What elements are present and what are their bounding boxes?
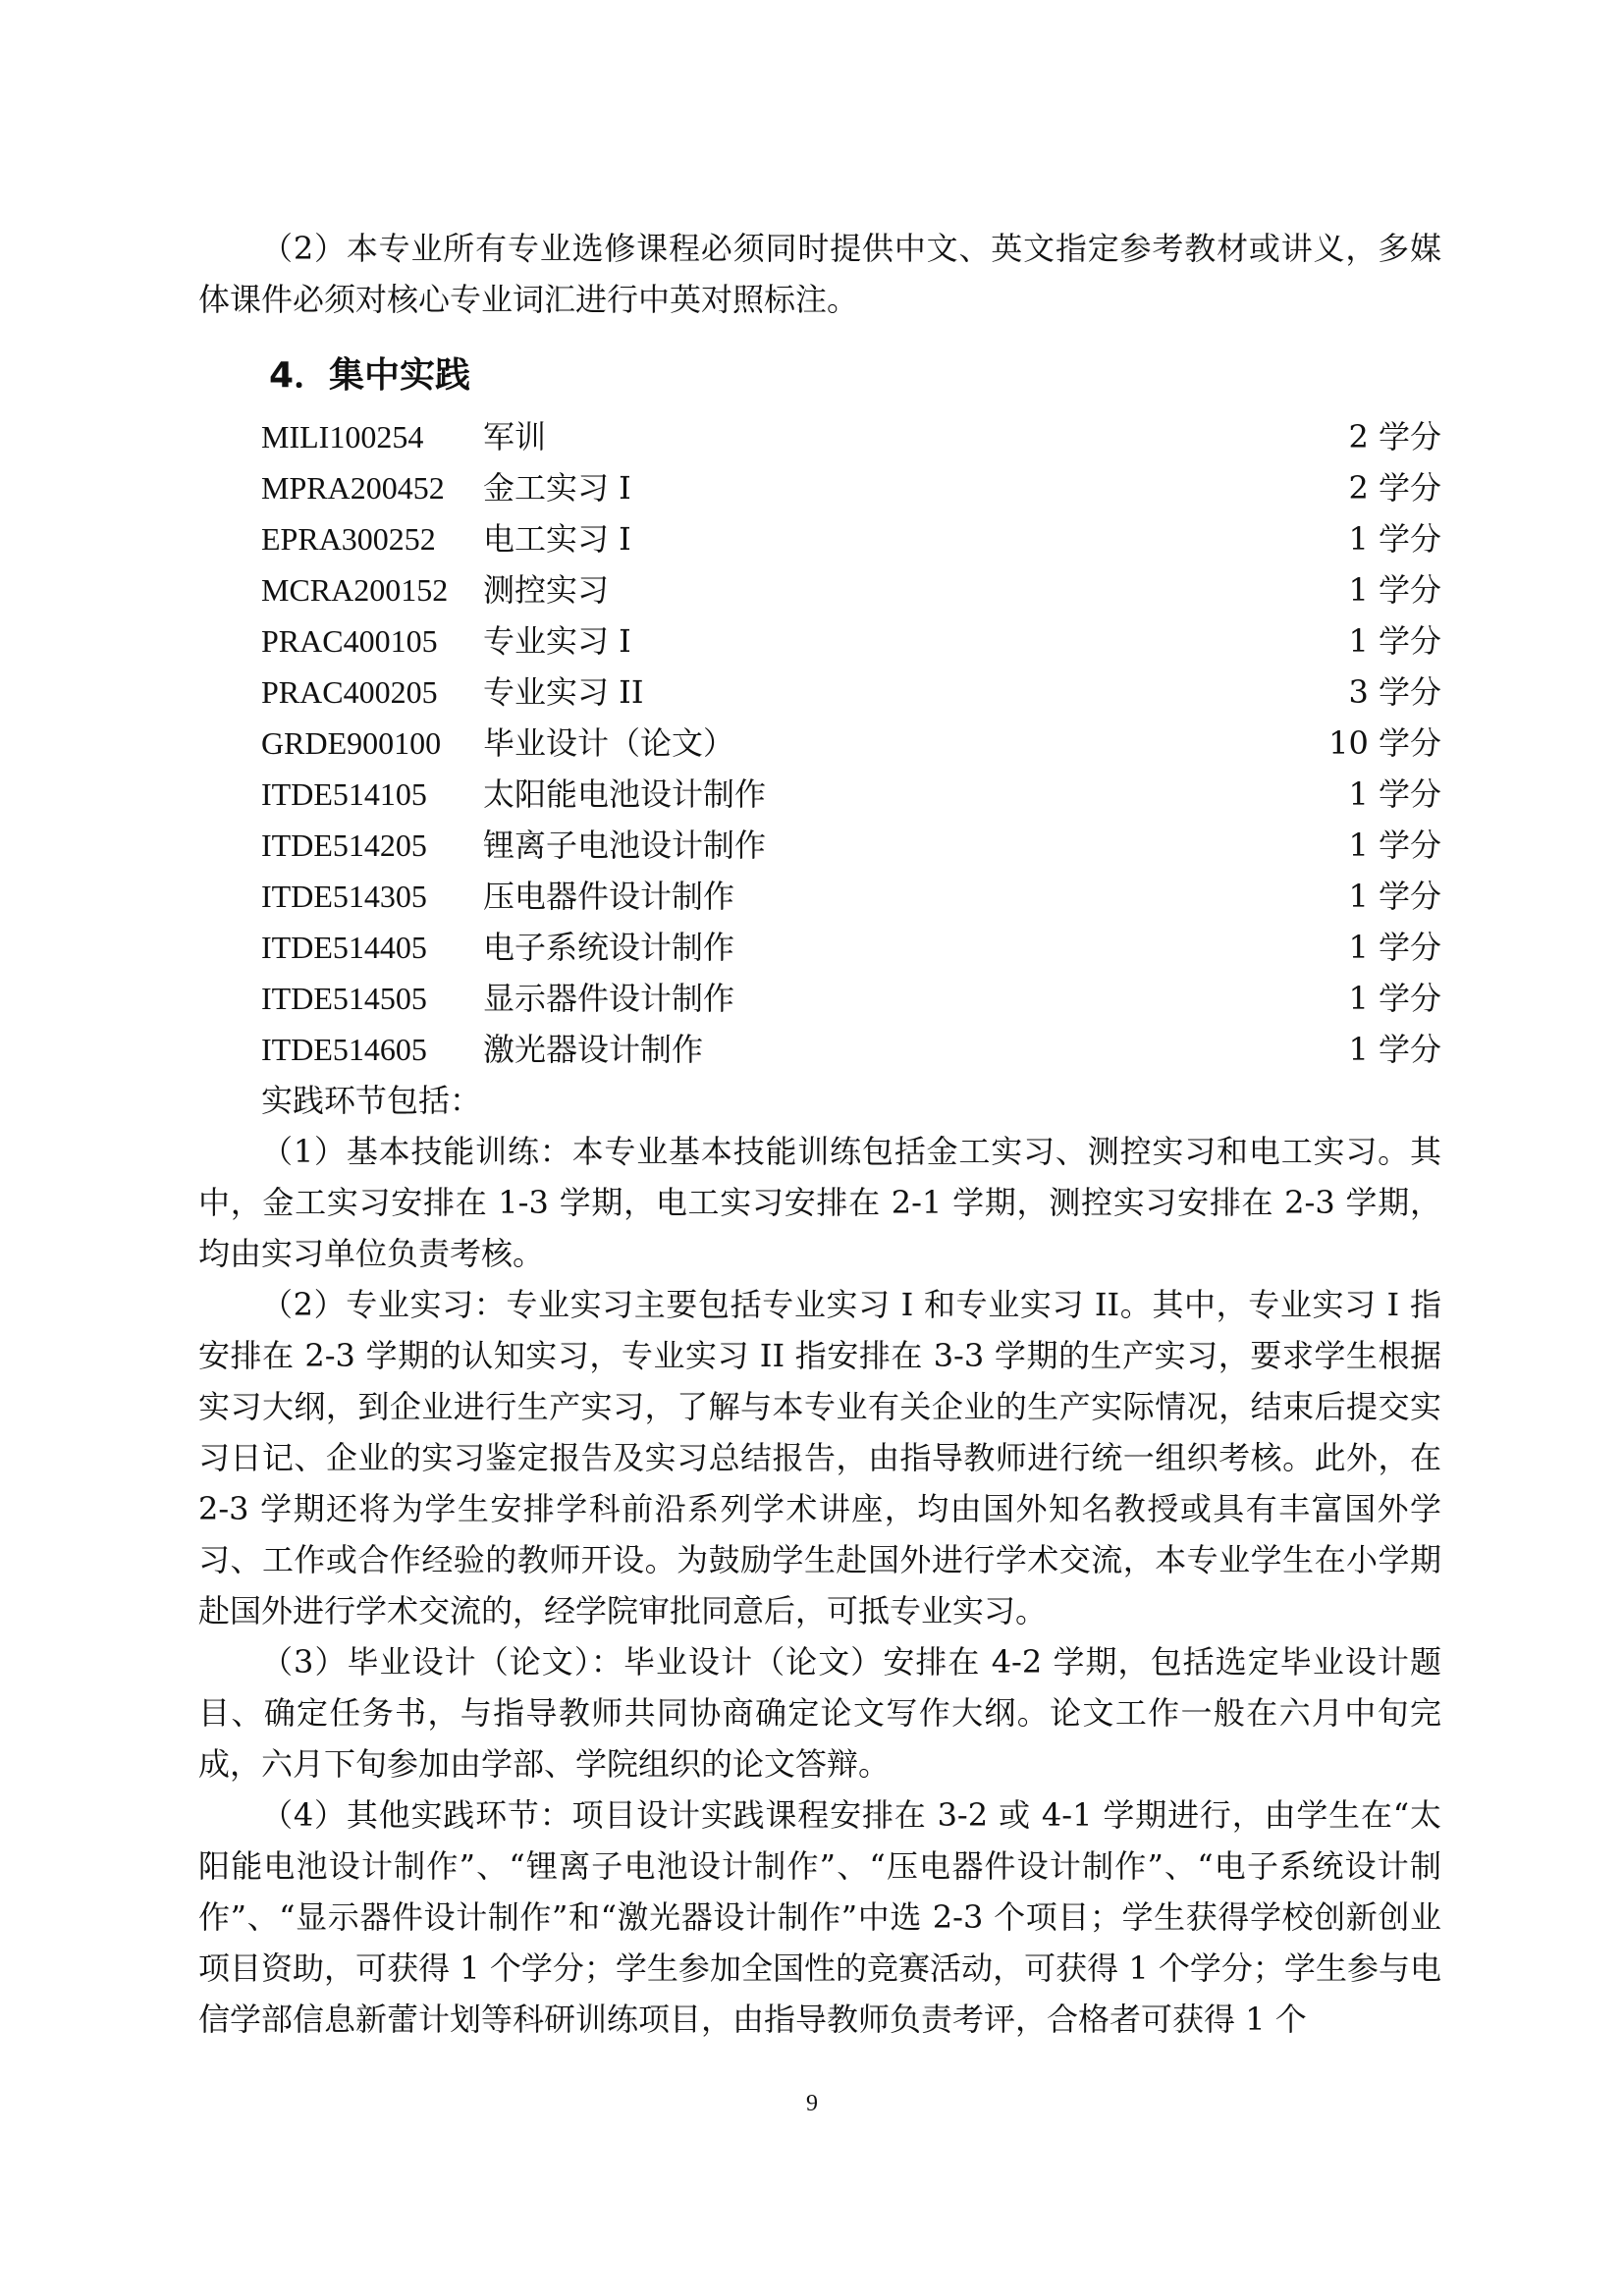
course-code: ITDE514205 [261,828,427,863]
course-code: MILI100254 [261,419,424,454]
course-credit: 1 学分 [1348,980,1441,1017]
paragraph-professional-practice: （2）专业实习：专业实习主要包括专业实习 I 和专业实习 II。其中，专业实习 I 指安排在 2-3 学期的认知实习，专业实习 II 指安排在 3-3 学期的生产实习，要求学生根据实习大纲，到企业进行生产实习，了解与本专业有关企业的生产实际情况，结束后提交实习日记、企业的实习鉴定报告及实习总结报告，由指导教师进行统一组织考核。此外，在 2-3 学期还将为学生安排学科前沿系列学术讲座，均由国外知名教授或具有丰富国外学习、工作或合作经验的教师开设。为鼓励学生赴国外进行学术交流，本专业学生在小学期赴国外进行学术交流的，经学院审批同意后，可抵专业实习。 [198,1286,1441,1629]
course-credit: 1 学分 [1348,929,1441,966]
course-credit: 1 学分 [1348,520,1441,558]
course-credit: 1 学分 [1348,878,1441,915]
paragraph-graduation-design: （3）毕业设计（论文）：毕业设计（论文）安排在 4-2 学期，包括选定毕业设计题目、确定任务书，与指导教师共同协商确定论文写作大纲。论文工作一般在六月中旬完成，六月下旬参加由学部、学院组织的论文答辩。 [198,1643,1441,1783]
course-credit: 1 学分 [1348,827,1441,864]
course-name: 专业实习 I [483,622,631,660]
course-credit: 1 学分 [1348,571,1441,609]
course-name: 电子系统设计制作 [483,929,735,966]
course-name: 太阳能电池设计制作 [483,775,767,813]
course-code: ITDE514105 [261,776,427,812]
course-code: ITDE514305 [261,879,427,914]
paragraph-other-practice: （4）其他实践环节：项目设计实践课程安排在 3-2 或 4-1 学期进行，由学生在“太阳能电池设计制作”、“锂离子电池设计制作”、“压电器件设计制作”、“电子系统设计制作”、“显示器件设计制作”和“激光器设计制作”中选 2-3 个项目；学生获得学校创新创业项目资助，可获得 1 个学分；学生参加全国性的竞赛活动，可获得 1 个学分；学生参与电信学部信息新蕾计划等科研训练项目，由指导教师负责考评，合格者可获得 1 个 [198,1796,1441,2038]
course-credit: 1 学分 [1348,622,1441,660]
course-code: GRDE900100 [261,725,442,761]
course-code: ITDE514405 [261,930,427,965]
course-row [198,820,1441,871]
page-number: 9 [806,2091,818,2116]
course-name: 显示器件设计制作 [483,980,735,1017]
course-row [198,718,1441,769]
course-code: ITDE514505 [261,981,427,1016]
paragraph-basic-skills: （1）基本技能训练：本专业基本技能训练包括金工实习、测控实习和电工实习。其中，金工实习安排在 1-3 学期，电工实习安排在 2-1 学期，测控实习安排在 2-3 学期，均由实习单位负责考核。 [198,1133,1441,1272]
course-list [198,411,1441,1075]
course-name: 电工实习 I [483,520,631,558]
course-row [198,564,1441,615]
course-name: 测控实习 [483,571,610,609]
course-code: MPRA200452 [261,470,445,506]
course-row [198,513,1441,564]
course-row [198,411,1441,462]
course-name: 激光器设计制作 [483,1031,704,1068]
course-code: PRAC400105 [261,623,438,659]
course-code: ITDE514605 [261,1032,427,1067]
course-code: MCRA200152 [261,572,449,608]
course-credit: 2 学分 [1348,469,1441,507]
course-row [198,973,1441,1024]
course-credit: 3 学分 [1348,673,1441,711]
course-credit: 1 学分 [1348,775,1441,813]
course-name: 压电器件设计制作 [483,878,735,915]
practice-intro: 实践环节包括： [261,1082,482,1119]
course-row [198,462,1441,513]
course-credit: 10 学分 [1328,724,1441,762]
course-credit: 2 学分 [1348,418,1441,455]
course-row [198,1024,1441,1075]
course-name: 专业实习 II [483,673,644,711]
course-name: 毕业设计（论文） [483,724,735,762]
course-row [198,871,1441,922]
course-name: 金工实习 I [483,469,631,507]
course-row [198,615,1441,667]
course-name: 锂离子电池设计制作 [483,827,767,864]
course-row [198,769,1441,820]
page-content [198,223,1441,2045]
course-row [198,667,1441,718]
course-credit: 1 学分 [1348,1031,1441,1068]
paragraph-reference-materials: （2）本专业所有专业选修课程必须同时提供中文、英文指定参考教材或讲义，多媒体课件必须对核心专业词汇进行中英对照标注。 [198,230,1441,318]
course-code: PRAC400205 [261,674,438,710]
course-name: 军训 [483,418,547,455]
course-row [198,922,1441,973]
course-code: EPRA300252 [261,521,436,557]
section-heading: 4．集中实践 [269,355,471,396]
